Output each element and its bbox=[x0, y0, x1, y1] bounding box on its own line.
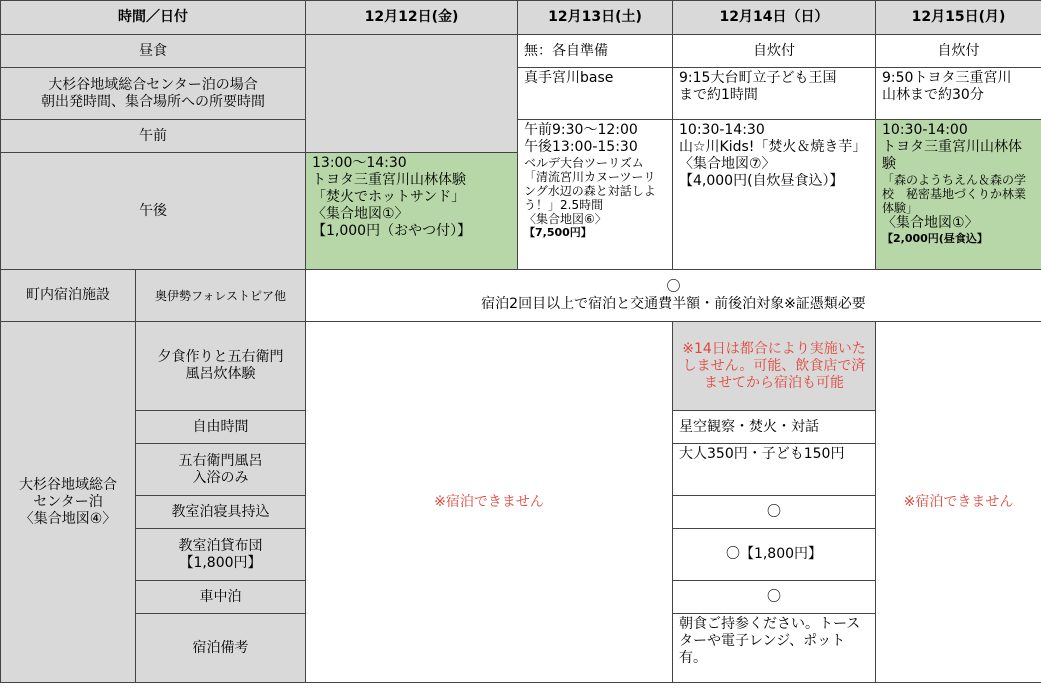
header-date-12: 12月12日(金) bbox=[306, 1, 518, 35]
header-time-date: 時間／日付 bbox=[1, 1, 306, 35]
d14-line-3: 【4,000円(自炊昼食込）】 bbox=[679, 173, 844, 189]
osugi-notes-d14: 朝食ご持参ください。トースターや電子レンジ、ポット有。 bbox=[673, 614, 876, 683]
departure-d15-line2: 山林まで約30分 bbox=[882, 87, 984, 103]
morning-label: 午前 bbox=[1, 120, 306, 153]
d15-line-2: 「森のようちえん＆森の学校 秘密基地づくりか林業体験」 bbox=[882, 173, 1027, 215]
d13-line-5: 【7,500円】 bbox=[524, 226, 592, 239]
d14-line-1: 山☆川Kids!「焚火＆焼き芋」 bbox=[679, 139, 867, 155]
osugi-dinner-row bbox=[1, 322, 1041, 411]
osugi-bedding-bring-d14: 〇 bbox=[673, 496, 876, 529]
d13-line-4: 〈集合地図⑥〉 bbox=[524, 212, 607, 226]
d12-line-2: 「焚火でホットサンド」 bbox=[312, 189, 466, 205]
osugi-label bbox=[1, 322, 136, 683]
header-date-13: 12月13日(土) bbox=[518, 1, 673, 35]
d12-line-4: 【1,000円（おやつ付）】 bbox=[312, 223, 472, 239]
departure-d15-line1: 9:50トヨタ三重宮川 bbox=[882, 70, 1012, 86]
osugi-dinner-label-line2: 風呂炊体験 bbox=[185, 366, 256, 382]
d12-line-3: 〈集合地図①〉 bbox=[312, 206, 409, 222]
osugi-not-available-d12-13: ※宿泊できません bbox=[306, 322, 673, 683]
departure-d14 bbox=[673, 68, 876, 120]
osugi-bedding-rent-label bbox=[136, 529, 306, 581]
osugi-bedding-rent-d14: 〇【1,800円】 bbox=[673, 529, 876, 581]
osugi-bath-d14: 大人350円・子ども150円 bbox=[673, 444, 876, 496]
osugi-bedding-rent-label-line2: 【1,800円】 bbox=[179, 554, 262, 571]
osugi-dinner-label-line1: 夕食作りと五右衛門 bbox=[157, 349, 284, 365]
d15-line-0: 10:30-14:00 bbox=[882, 122, 968, 138]
osugi-notes-label: 宿泊備考 bbox=[136, 614, 306, 683]
town-lodging-note: 宿泊2回目以上で宿泊と交通費半額・前後泊対象※証憑類必要 bbox=[481, 295, 866, 312]
d13-line-3: 「清流宮川カヌーツーリング水辺の森と対話しよう！」2.5時間 bbox=[524, 170, 656, 212]
d12-line-1: トヨタ三重宮川山林体験 bbox=[312, 172, 466, 188]
osugi-not-available-d15: ※宿泊できません bbox=[876, 322, 1041, 683]
osugi-bath-label-line1: 五右衛門風呂 bbox=[178, 452, 263, 469]
d14-line-2: 〈集合地図⑦〉 bbox=[679, 156, 776, 172]
departure-d14-line2: まで約1時間 bbox=[679, 87, 758, 103]
osugi-label-line2: センター泊 bbox=[33, 493, 103, 510]
town-lodging-label: 町内宿泊施設 bbox=[1, 270, 136, 322]
osugi-bedding-bring-label: 教室泊寝具持込 bbox=[136, 496, 306, 529]
osugi-free-label: 自由時間 bbox=[136, 411, 306, 444]
departure-label-line2: 朝出発時間、集合場所への所要時間 bbox=[41, 93, 265, 110]
header-row bbox=[1, 1, 1041, 35]
lunch-d14: 自炊付 bbox=[673, 35, 876, 68]
d15-line-4: 【2,000円(昼食込】 bbox=[882, 232, 988, 245]
departure-d14-line1: 9:15大台町立子ども王国 bbox=[679, 70, 837, 86]
d13-line-0: 午前9:30～12:00 bbox=[524, 122, 638, 138]
activity-d12 bbox=[306, 153, 518, 270]
osugi-label-line3: 〈集合地図④〉 bbox=[19, 510, 117, 527]
osugi-dinner-d14: ※14日は都合により実施いたしません。可能、飲食店で済ませてから宿泊も可能 bbox=[673, 322, 876, 411]
departure-row bbox=[1, 68, 1041, 120]
departure-d13: 真手宮川base bbox=[518, 68, 673, 120]
d13-line-1: 午後13:00-15:30 bbox=[524, 139, 638, 155]
d15-line-3: 〈集合地図①〉 bbox=[882, 215, 979, 231]
osugi-dinner-label bbox=[136, 322, 306, 411]
activity-d13 bbox=[518, 120, 673, 270]
osugi-car-label: 車中泊 bbox=[136, 581, 306, 614]
activity-d14 bbox=[673, 120, 876, 270]
d12-morning-blank bbox=[306, 35, 518, 153]
departure-label-line1: 大杉谷地域総合センター泊の場合 bbox=[48, 76, 258, 93]
osugi-bedding-rent-label-line1: 教室泊貸布団 bbox=[178, 537, 263, 554]
activity-d15 bbox=[876, 120, 1041, 270]
osugi-bath-label bbox=[136, 444, 306, 496]
d15-line-1: トヨタ三重宮川山林体験 bbox=[882, 139, 1022, 172]
afternoon-label: 午後 bbox=[1, 153, 306, 270]
lunch-row bbox=[1, 35, 1041, 68]
lunch-d13: 無：各自準備 bbox=[518, 35, 673, 68]
header-date-14: 12月14日（日） bbox=[673, 1, 876, 35]
departure-label bbox=[1, 68, 306, 120]
d13-line-2: ベルデ大台ツーリズム bbox=[524, 156, 644, 170]
osugi-label-line1: 大杉谷地域総合 bbox=[19, 476, 117, 493]
lunch-label: 昼食 bbox=[1, 35, 306, 68]
osugi-car-d14: 〇 bbox=[673, 581, 876, 614]
d14-line-0: 10:30-14:30 bbox=[679, 122, 765, 138]
morning-row bbox=[1, 120, 1041, 153]
header-date-15: 12月15日(月) bbox=[876, 1, 1041, 35]
departure-d15 bbox=[876, 68, 1041, 120]
town-lodging-info bbox=[306, 270, 1041, 322]
town-lodging-mark: 〇 bbox=[666, 278, 681, 295]
lunch-d15: 自炊付 bbox=[876, 35, 1041, 68]
town-lodging-row bbox=[1, 270, 1041, 322]
osugi-free-d14: 星空観察・焚火・対話 bbox=[673, 411, 876, 444]
town-lodging-sub: 奥伊勢フォレストピア他 bbox=[136, 270, 306, 322]
d12-line-0: 13:00～14:30 bbox=[312, 155, 407, 171]
osugi-bath-label-line2: 入浴のみ bbox=[192, 469, 249, 486]
